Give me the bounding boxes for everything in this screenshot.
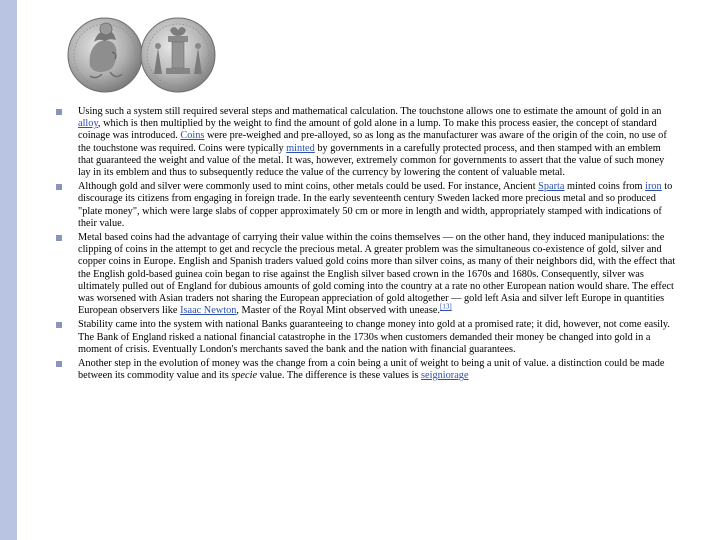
coin-reverse [141, 18, 215, 92]
inline-link[interactable]: [13] [440, 302, 452, 311]
inline-link[interactable]: Coins [180, 130, 205, 142]
inline-link[interactable]: iron [645, 181, 662, 193]
bullet-text: value. The difference is these values is [257, 370, 422, 382]
bullet-item [56, 181, 676, 230]
bullet-square-icon [56, 361, 62, 367]
bullet-text: Although gold and silver were commonly used to mint coins, other metals could be used. For instance, Ancient [78, 181, 539, 193]
bullet-square-icon [56, 235, 62, 241]
coin-obverse [68, 18, 142, 92]
inline-link[interactable]: Isaac Newton [180, 305, 237, 317]
bullet-square-icon [56, 322, 62, 328]
bullet-text: Using such a system still required several steps and mathematical calculation. The touchstone allows one to estimate the amount of gold in an [78, 106, 662, 117]
bullet-text: Another step in the evolution of money was the change from a coin being a unit of weight to being a unit of value. a distinction could be made between its commodity value and its [78, 358, 665, 382]
inline-link[interactable]: minted [286, 142, 315, 154]
bullet-item [56, 319, 676, 356]
inline-link[interactable]: seigniorage [421, 370, 469, 382]
bullet-text: Metal based coins had the advantage of carrying their value within the coins themselves — on the other hand, they induced manipulations: the clipping of coins in the attempt to get and recycle the precious metal. A greater problem was the simultaneous co-existence of gold, silver and copper coins in Europe. English and Spanish traders valued gold coins more than silver coins, as many of their neighbors did, with the effect that the English gold-based guinea coin began to rise against the English silver based crown in the 1670s and 1680s. Consequently, silver was ultimately pulled out of England for dubious amounts of gold coming into the country at a rate no other European nation would share. The effect was worsened with Asian traders not sharing the European appreciation of gold altogether — gold left Asia and silver left Europe in quantities European observers like [78, 232, 676, 317]
bullet-text: to discourage its citizens from engaging in foreign trade. In the early seventeenth century Sweden lacked more precious metal and so produced "plate money", which were large slabs of copper approximately 50 cm or more in length and width, appropriately stamped with indications of their value. [78, 181, 673, 229]
italic-term: specie [231, 370, 258, 382]
left-accent-bar [0, 0, 17, 540]
bullet-text: Stability came into the system with national Banks guaranteeing to change money into gold at a promised rate; it did, however, not come easily. The Bank of England risked a national financial catastrophe in the 1730s when customers demanded their money be changed into gold in a moment of crisis. Eventually London's merchants saved the bank and the nation with financial guarantees. [78, 319, 670, 355]
citation-superscript [440, 303, 452, 311]
inline-link[interactable]: Sparta [538, 181, 565, 193]
sasanian-coins-image [66, 14, 218, 96]
bullet-item [56, 106, 676, 179]
bullet-text: , which is then multiplied by the weight to find the amount of gold alone in a lump. To make this process easier, the concept of standard coinage was introduced. [78, 118, 657, 142]
bullet-item [56, 358, 676, 382]
bullet-list [56, 106, 676, 384]
inline-link[interactable]: alloy [78, 118, 98, 130]
bullet-text: , Master of the Royal Mint observed with unease. [236, 305, 441, 317]
bullet-text: were pre-weighed and pre-alloyed, so as long as the manufacturer was aware of the origin of the coin, no use of the touchstone was required. Coins were typically [78, 130, 667, 154]
bullet-text: minted coins from [564, 181, 646, 193]
bullet-text: by governments in a carefully protected process, and then stamped with an emblem that guaranteed the weight and value of the metal. It was, however, extremely common for governments to assert that the value of such money lay in its emblem and thus to subsequently reduce the value of the currency by lowering the content of valuable metal. [78, 142, 665, 179]
bullet-item [56, 232, 676, 317]
bullet-square-icon [56, 109, 62, 115]
bullet-square-icon [56, 184, 62, 190]
